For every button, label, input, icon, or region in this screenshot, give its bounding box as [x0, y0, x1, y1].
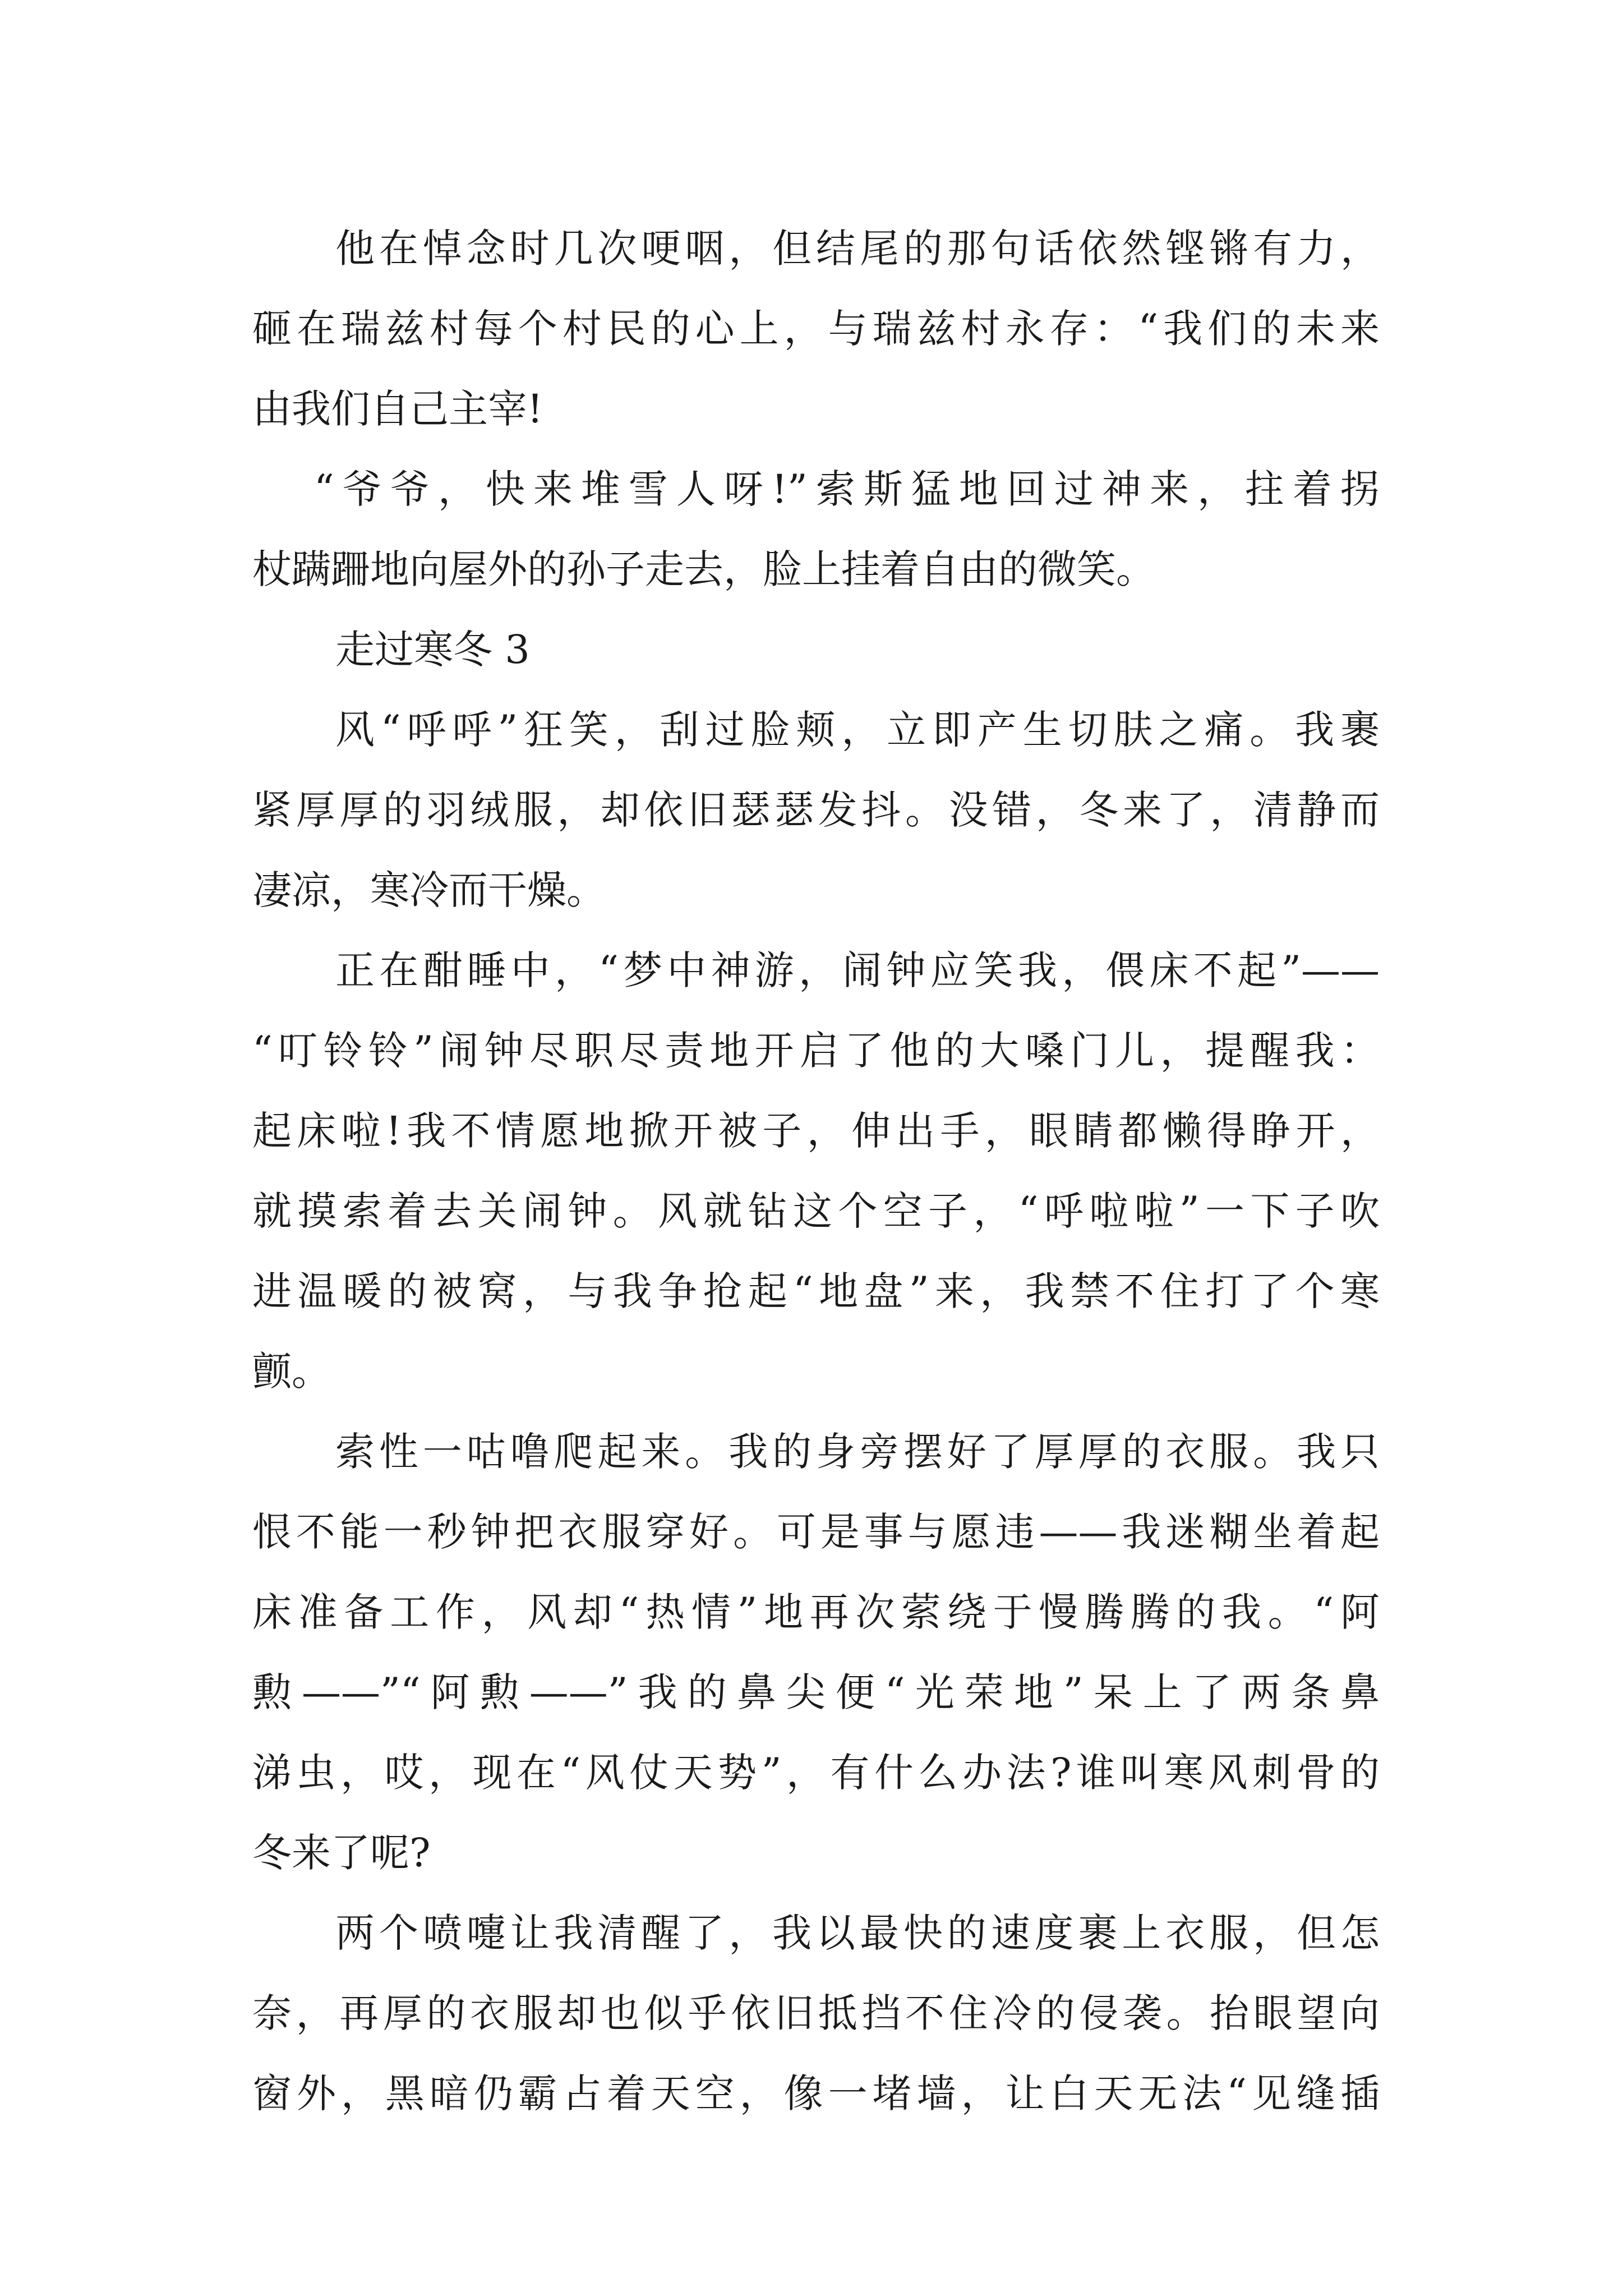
paragraph-6-line-3: 窗外，黑暗仍霸占着天空，像一堵墙，让白天无法“见缝插 — [252, 2070, 1380, 2116]
paragraph-3-line-3: 凄凉，寒冷而干燥。 — [252, 867, 606, 913]
paragraph-6-line-1: 两个喷嚏让我清醒了，我以最快的速度裹上衣服，但怎 — [335, 1910, 1380, 1956]
section-heading: 走过寒冬 3 — [335, 627, 530, 673]
paragraph-5-line-6: 冬来了呢? — [252, 1830, 431, 1876]
paragraph-2-line-1: “爷爷，快来堆雪人呀!”索斯猛地回过神来，拄着拐 — [314, 466, 1380, 512]
paragraph-4-line-3: 起床啦!我不情愿地掀开被子，伸出手，眼睛都懒得睁开， — [252, 1108, 1380, 1154]
paragraph-4-line-2: “叮铃铃”闹钟尽职尽责地开启了他的大嗓门儿，提醒我： — [252, 1028, 1380, 1074]
paragraph-5-line-1: 索性一咕噜爬起来。我的身旁摆好了厚厚的衣服。我只 — [335, 1429, 1380, 1475]
document-body — [252, 209, 1380, 2134]
paragraph-5-line-4: 勲——”“阿勲——”我的鼻尖便“光荣地”呆上了两条鼻 — [252, 1669, 1380, 1715]
paragraph-4-line-6: 颤。 — [252, 1349, 331, 1395]
paragraph-1-line-3: 由我们自己主宰! — [252, 386, 543, 432]
paragraph-5-line-2: 恨不能一秒钟把衣服穿好。可是事与愿违——我迷糊坐着起 — [252, 1509, 1380, 1555]
paragraph-4-line-1: 正在酣睡中，“梦中神游，闹钟应笑我，偎床不起”—— — [335, 947, 1380, 993]
paragraph-2-line-2: 杖蹒跚地向屋外的孙子走去，脸上挂着自由的微笑。 — [252, 546, 1155, 592]
paragraph-6-line-2: 奈，再厚的衣服却也似乎依旧抵挡不住冷的侵袭。抬眼望向 — [252, 1990, 1380, 2036]
paragraph-1-line-1: 他在悼念时几次哽咽，但结尾的那句话依然铿锵有力， — [335, 226, 1380, 272]
paragraph-1-line-2: 砸在瑞兹村每个村民的心上，与瑞兹村永存：“我们的未来 — [252, 306, 1380, 352]
paragraph-5-line-5: 涕虫，哎，现在“风仗天势”，有什么办法?谁叫寒风刺骨的 — [252, 1750, 1380, 1796]
paragraph-3-line-1: 风“呼呼”狂笑，刮过脸颊，立即产生切肤之痛。我裹 — [335, 707, 1380, 753]
paragraph-3-line-2: 紧厚厚的羽绒服，却依旧瑟瑟发抖。没错，冬来了，清静而 — [252, 787, 1380, 833]
paragraph-4-line-4: 就摸索着去关闹钟。风就钻这个空子，“呼啦啦”一下子吹 — [252, 1188, 1380, 1234]
paragraph-4-line-5: 进温暖的被窝，与我争抢起“地盘”来，我禁不住打了个寒 — [252, 1268, 1380, 1314]
paragraph-5-line-3: 床准备工作，风却“热情”地再次萦绕于慢腾腾的我。“阿 — [252, 1589, 1380, 1635]
